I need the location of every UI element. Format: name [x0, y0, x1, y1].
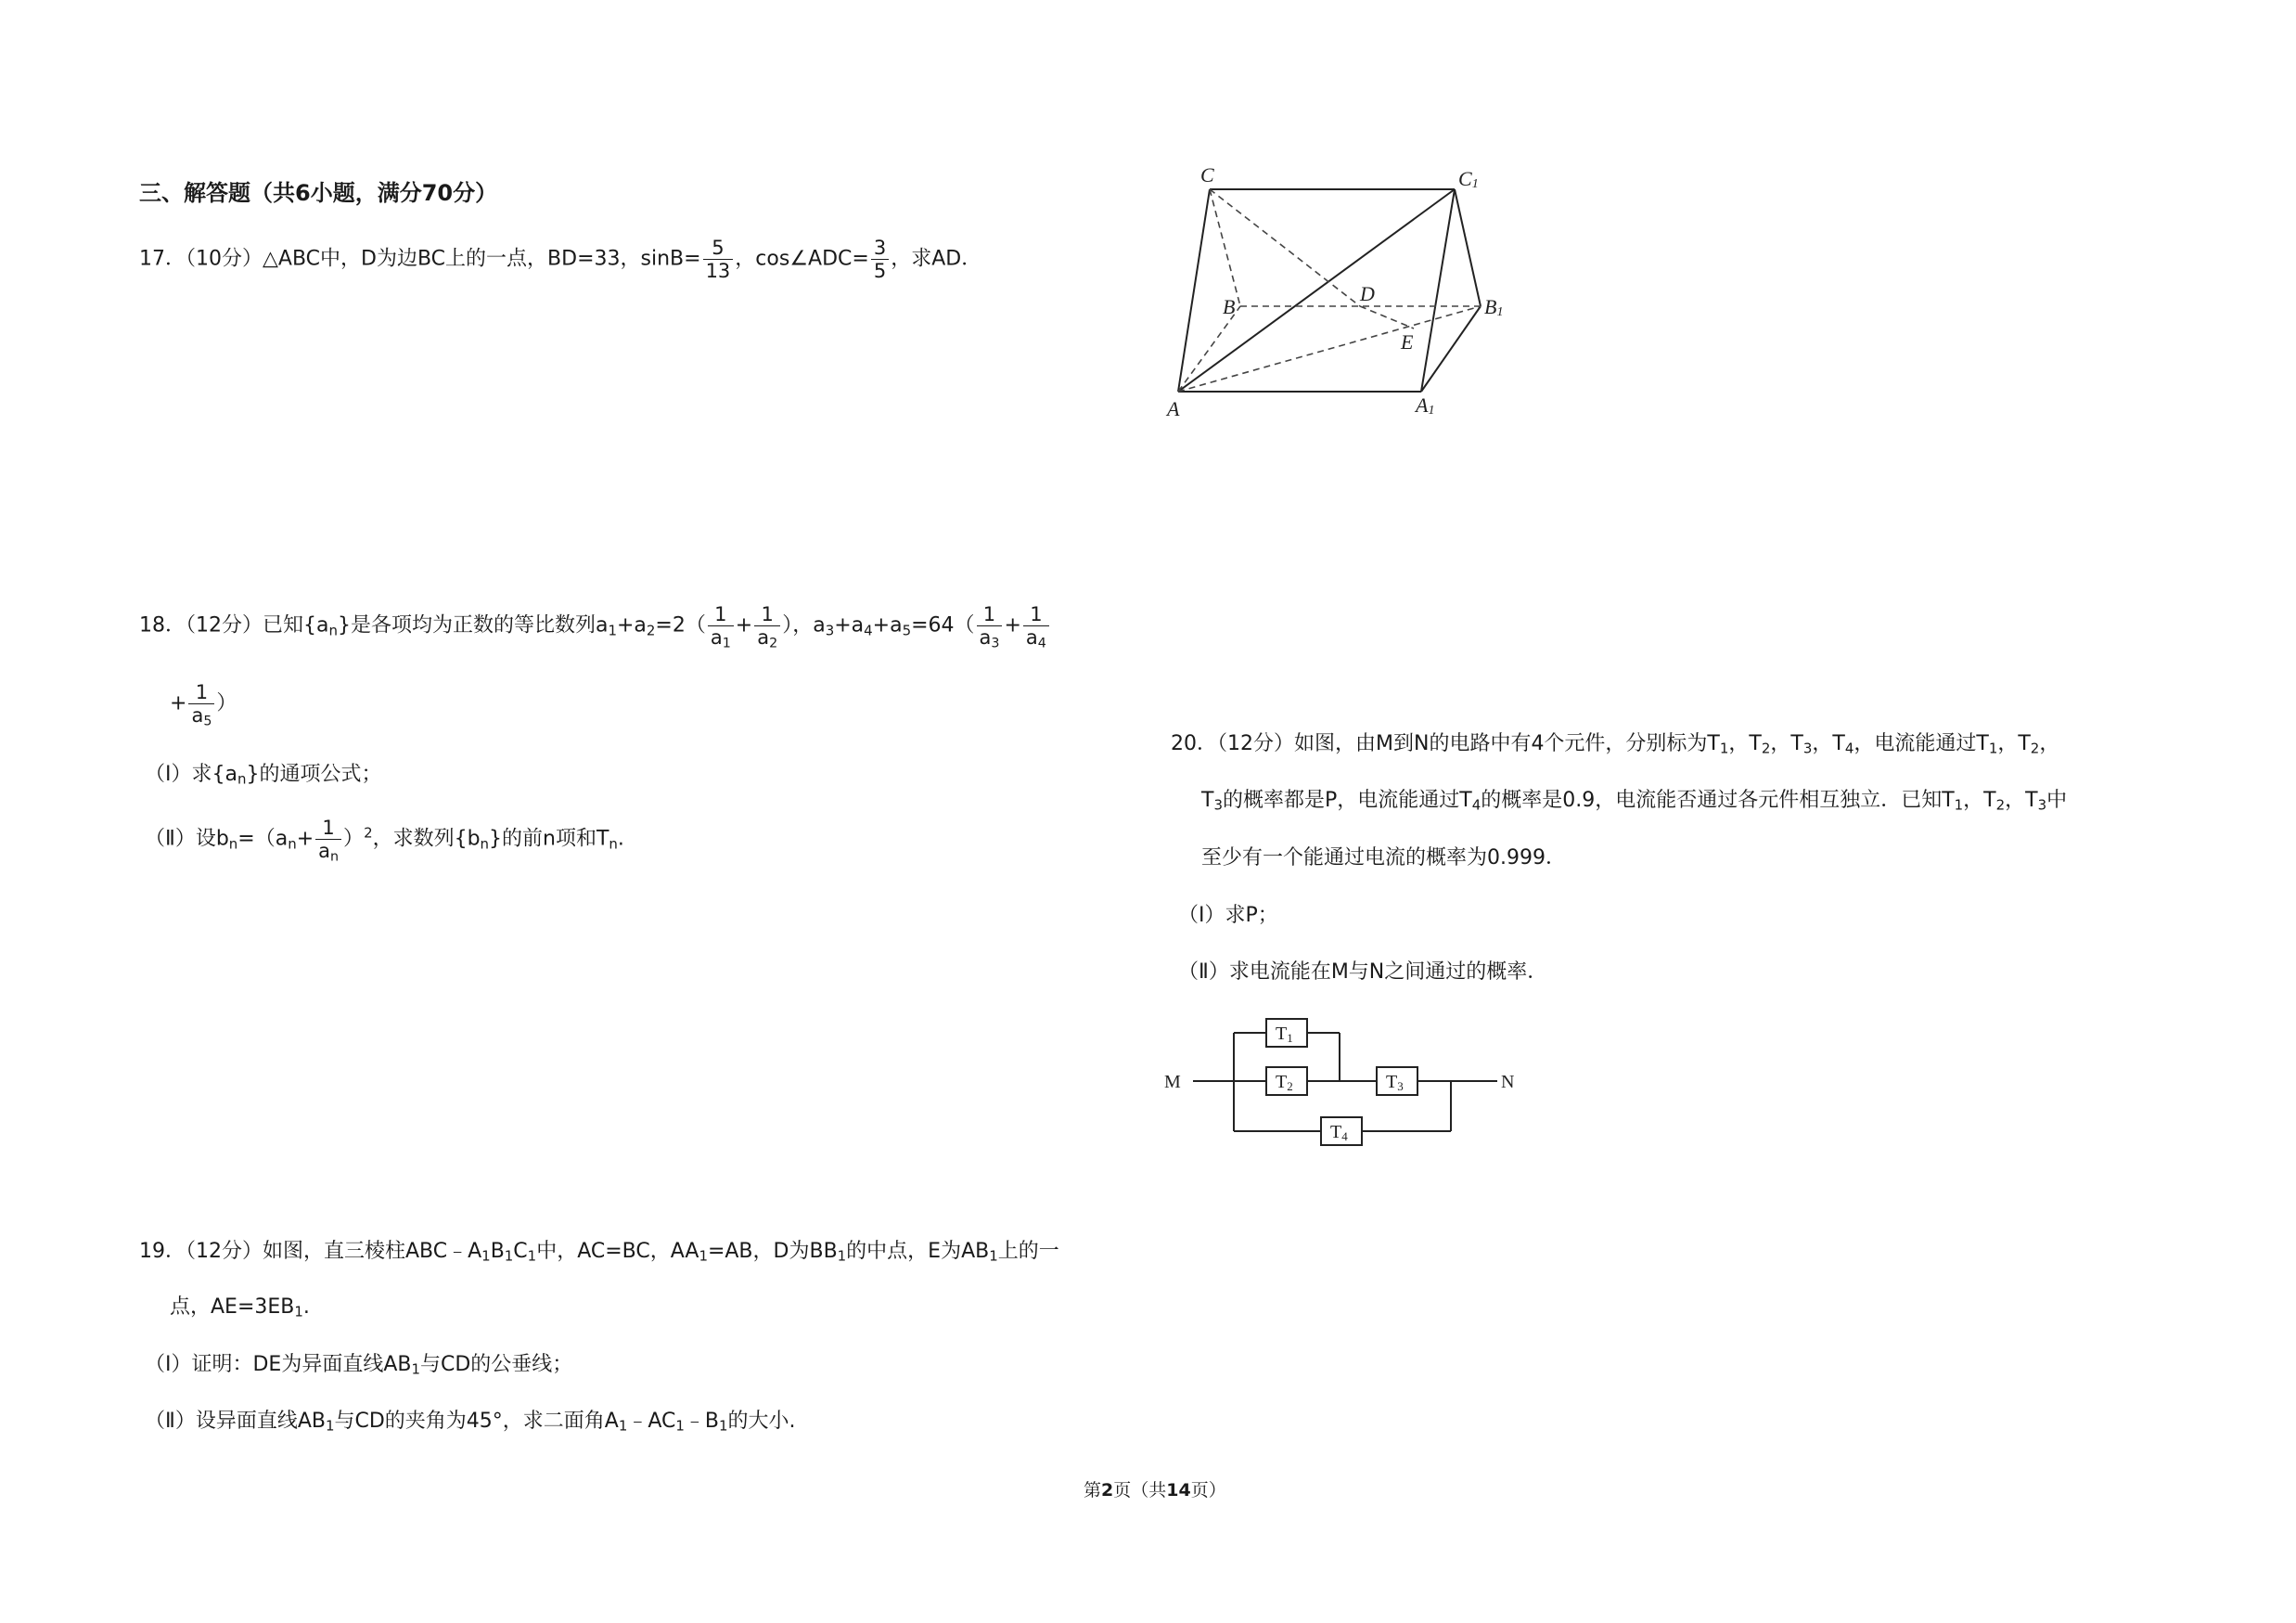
section-title: 三、解答题（共6小题，满分70分） [139, 180, 498, 206]
question-17: 17．（10分）△ABC中，D为边BC上的一点，BD=33，sinB= $\frac{5}{13}$ ，cos∠ADC= $\frac{3}{5}$ ，求AD． [139, 237, 982, 283]
question-19-part-1: （Ⅰ）证明：DE为异面直线$AB_1$与CD的公垂线； [145, 1353, 573, 1378]
fraction-1-a3: $\frac{1}{a_3}$ [977, 603, 1003, 649]
question-text: △ABC中，D为边BC上的一点，BD=33，sinB= [263, 247, 701, 271]
label-D: D [1360, 282, 1375, 305]
question-19-part-2: （Ⅱ）设异面直线$AB_1$与CD的夹角为45°，求二面角$A_1﹣AC_1﹣B_1$的大小. [145, 1410, 796, 1435]
fraction-cosADC: $\frac{3}{5}$ [871, 237, 889, 282]
prism-solid-edges [1178, 189, 1481, 392]
fraction-1-an: $\frac{1}{a_n}$ [315, 817, 341, 862]
question-18-continued: + $\frac{1}{a_5}$ ） [170, 681, 237, 729]
question-20: 20．（12分）如图，由M到N的电路中有4个元件，分别标为$T_1$，$T_2$，$T_3$，$T_4$，电流能通过$T_1$，$T_2$， [1171, 732, 2060, 757]
label-A1: A1 [1416, 393, 1435, 418]
label-B1: B1 [1484, 295, 1504, 319]
circuit-figure [1160, 1007, 1531, 1155]
question-18-part-1: （Ⅰ）求$\{a_n\}$的通项公式； [145, 763, 382, 788]
fraction-sinB: $\frac{5}{13}$ [703, 237, 734, 282]
question-20-part-2: （Ⅱ）求电流能在M与N之间通过的概率． [1178, 960, 1548, 984]
question-20-line-3: 至少有一个能通过电流的概率为0.999． [1201, 846, 1566, 869]
question-19-line-2: 点，$AE=3EB_1$. [170, 1295, 310, 1320]
question-number: 19． [139, 1240, 186, 1263]
label-A: A [1167, 397, 1180, 420]
prism-figure [1160, 167, 1531, 427]
fraction-1-a5: $\frac{1}{a_5}$ [188, 681, 214, 727]
page-number: 2 [1101, 1480, 1114, 1501]
label-T2: T2 [1276, 1072, 1293, 1093]
label-E: E [1401, 330, 1414, 354]
label-C1: C1 [1458, 167, 1479, 191]
fraction-1-a4: $\frac{1}{a_4}$ [1023, 603, 1049, 649]
label-T3: T3 [1386, 1072, 1404, 1093]
question-18: 18．（12分）已知$\{a_n\}$是各项均为正数的等比数列$a_1+a_2=2$（ $\frac{1}{a_1}$ + $\frac{1}{a_2}$ ），$a_3+a_4+a_5=64$（ $\frac{1}{a_3}$ + $\frac{1}{a_4}$ [139, 603, 1051, 649]
label-N: N [1501, 1072, 1515, 1092]
question-score: （12分） [1217, 732, 1294, 755]
page-total: 14 [1166, 1480, 1191, 1501]
question-score: （10分） [186, 247, 263, 271]
page-footer: 第2页（共14页） [1084, 1480, 1226, 1501]
question-20-part-1: （Ⅰ）求P； [1178, 904, 1278, 927]
label-M: M [1164, 1072, 1181, 1092]
label-T4: T4 [1330, 1122, 1348, 1143]
question-18-part-2: （Ⅱ）设$b_n=(a_n+$ $\frac{1}{a_n}$ ）$^2$，求数列$\{b_n\}$的前n项和$T_n$. [145, 817, 624, 865]
question-number: 18． [139, 613, 186, 638]
question-score: （12分） [186, 1240, 263, 1263]
question-19: 19．（12分）如图，直三棱柱$ABC﹣A_1B_1C_1$中，AC=BC，$AA_1=AB$，D为$BB_1$的中点，E为$AB_1$上的一 [139, 1240, 1059, 1265]
fraction-1-a2: $\frac{1}{a_2}$ [754, 603, 780, 649]
prism-hidden-edges [1178, 189, 1481, 392]
question-number: 17． [139, 247, 186, 271]
label-T1: T1 [1276, 1024, 1293, 1045]
fraction-1-a1: $\frac{1}{a_1}$ [708, 603, 734, 649]
question-20-line-2: $T_3$的概率都是P，电流能通过$T_4$的概率是0.9，电流能否通过各元件相互独立．已知$T_1$，$T_2$，$T_3$中 [1201, 789, 2068, 814]
label-B: B [1223, 295, 1236, 318]
question-number: 20． [1171, 732, 1217, 755]
question-score: （12分） [186, 613, 263, 638]
label-C: C [1200, 167, 1214, 187]
